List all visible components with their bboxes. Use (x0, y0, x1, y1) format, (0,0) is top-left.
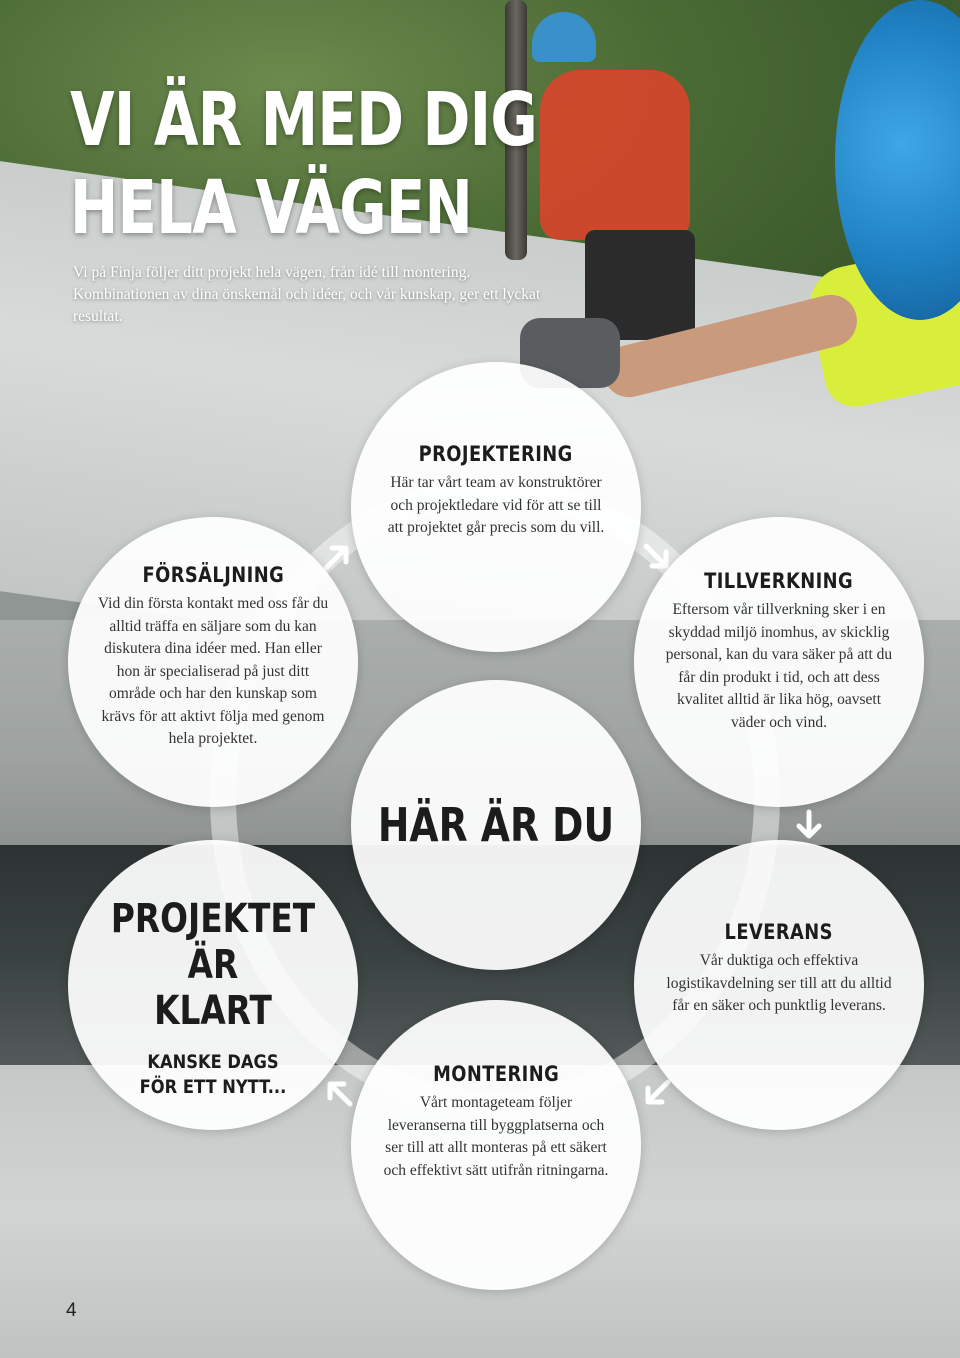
intro-text: Vi på Finja följer ditt projekt hela vägen, från idé till montering. Kombinationen av dina önskemål och idéer, och vår kunskap, ger ett lyckat resultat. (73, 264, 541, 325)
page-number: 4 (66, 1300, 77, 1321)
klart-sub-line-2: FÖR ETT NYTT... (139, 1077, 287, 1098)
center-circle (351, 680, 641, 970)
klart-line-2: ÄR (187, 942, 239, 988)
klart-line-3: KLART (154, 988, 272, 1034)
step-leverans-text: Vår duktiga och effektiva logistikavdelning ser till att du alltid får en säker och punktlig leverans. (666, 952, 892, 1014)
step-tillverkning (634, 517, 924, 807)
step-klart-title (102, 896, 323, 1034)
step-klart (68, 840, 358, 1130)
step-tillverkning-title: TILLVERKNING (704, 569, 854, 593)
step-projektering (351, 362, 641, 652)
step-forsaljning-text: Vid din första kontakt med oss får du alltid träffa en säljare som du kan diskutera dina idéer med. Han eller hon är specialiserad på just ditt område och har den kunskap som krävs för att aktivt följa med genom hela projektet. (97, 595, 329, 747)
step-leverans-title: LEVERANS (724, 920, 834, 944)
step-klart-subtitle (94, 1050, 332, 1100)
title-line-1: VI ÄR MED DIG (70, 77, 537, 163)
title-line-2: HELA VÄGEN (70, 165, 473, 251)
step-tillverkning-text: Eftersom vår tillverkning sker i en skyddad miljö inomhus, av skicklig personal, kan du vara säker på att du får din produkt i tid, och att dess kvalitet alltid är lika hög, oavsett väder och vind. (665, 601, 893, 731)
step-leverans (634, 840, 924, 1130)
page-title (70, 76, 537, 252)
klart-line-1: PROJEKTET (110, 896, 316, 942)
background-worker (540, 70, 690, 240)
step-projektering-title: PROJEKTERING (418, 442, 574, 466)
klart-sub-line-1: KANSKE DAGS (147, 1052, 279, 1073)
arrow-icon-to-leverans (792, 808, 826, 842)
arrow-icon-to-montering (640, 1076, 674, 1110)
step-forsaljning (68, 517, 358, 807)
step-montering (351, 1000, 641, 1290)
step-projektering-text: Här tar vårt team av konstruktörer och projektledare vid för att se till att projektet går precis som du vill. (387, 474, 605, 536)
step-montering-text: Vårt montageteam följer leveranserna till byggplatserna och ser till att allt monteras på ett säkert och effektivt sätt utifrån ritningarna. (383, 1094, 609, 1179)
center-label: HÄR ÄR DU (377, 798, 615, 852)
step-forsaljning-title: FÖRSÄLJNING (142, 563, 284, 587)
step-montering-title: MONTERING (432, 1062, 560, 1086)
